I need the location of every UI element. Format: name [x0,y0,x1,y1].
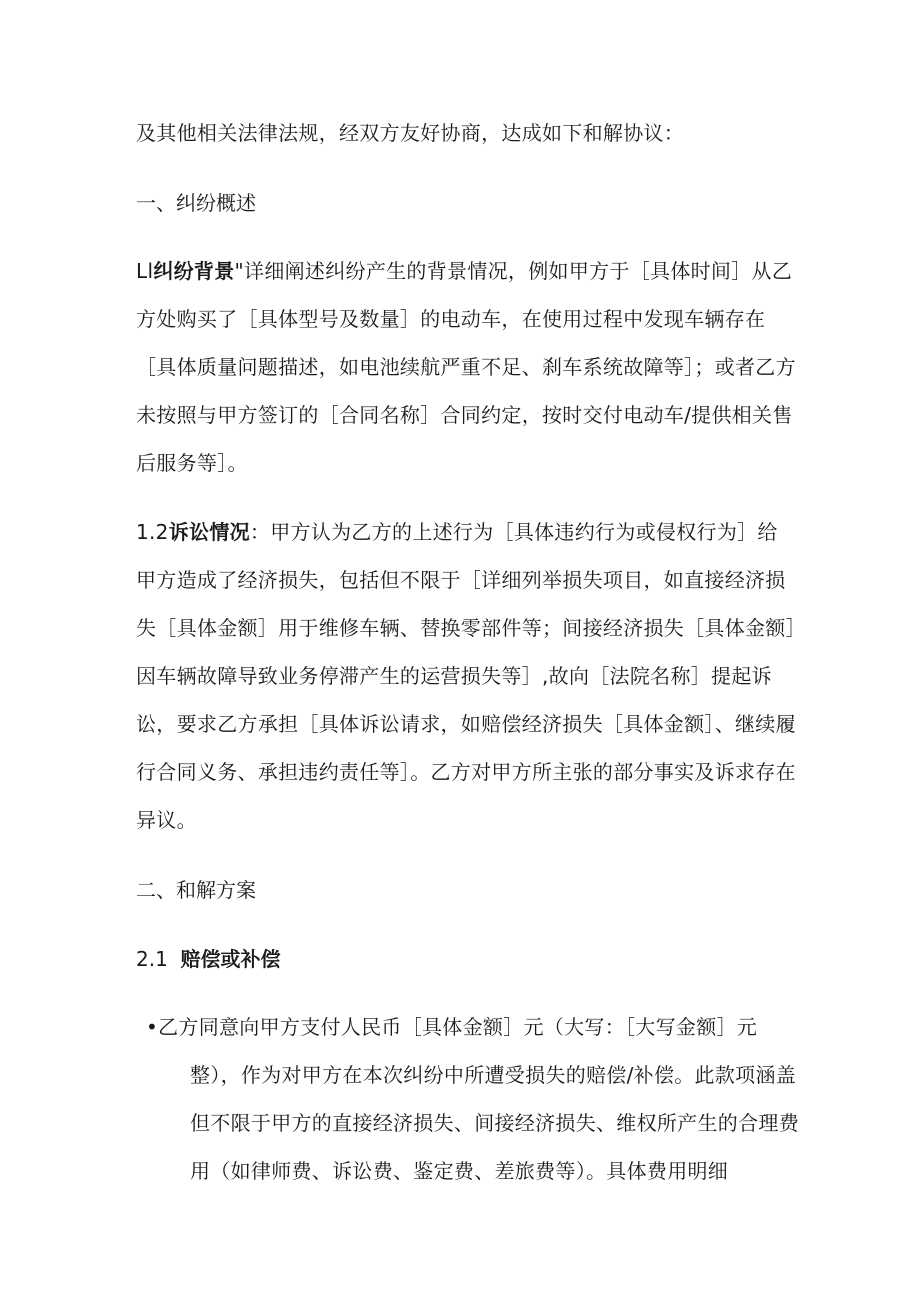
paragraph-body: ：甲方认为乙方的上述行为［具体违约行为或侵权行为］给甲方造成了经济损失，包括但不限于［详细列举损失项目，如直接经济损失［具体金额］用于维修车辆、替换零部件等；间接经济损失［具体金额］因车辆故障导致业务停滞产生的运营损失等］,故向［法院名称］提起诉讼，要求乙方承担［具体诉讼请求，如赔偿经济损失［具体金额］、继续履行合同义务、承担违约责任等］。乙方对甲方所主张的部分事实及诉求存在异议。 [136,520,796,832]
section-heading-settlement-plan: 二、和解方案 [136,878,256,902]
subsection-title: 赔偿或补偿 [180,947,281,971]
section-heading-dispute-overview: 一、纠纷概述 [136,191,256,215]
paragraph-dispute-background [136,247,796,487]
paragraph-number: 1.2 [136,520,169,544]
paragraph-label: 诉讼情况 [168,520,250,544]
bullet-first-text: 乙方同意向甲方支付人民币［具体金额］元（大写：［大写金额］元 [158,1015,758,1039]
paragraph-litigation [136,508,796,844]
paragraph-number: Ll [136,259,154,283]
bullet-marker: • [146,1015,159,1039]
subsection-heading-compensation [136,935,281,983]
intro-paragraph: 及其他相关法律法规，经双方友好协商，达成如下和解协议： [136,121,685,145]
paragraph-label: 纠纷背景 [153,259,235,283]
bullet-first-line [146,1003,800,1051]
subsection-number: 2.1 [136,947,168,971]
paragraph-body: "详细阐述纠纷产生的背景情况，例如甲方于［具体时间］从乙方处购买了［具体型号及数量］的电动车，在使用过程中发现车辆存在［具体质量问题描述，如电池续航严重不足、刹车系统故障等］；或者乙方未按照与甲方签订的［合同名称］合同约定，按时交付电动车/提供相关售后服务等］。 [136,259,796,475]
bullet-item-compensation-payment [146,1003,800,1195]
bullet-continuation: 整），作为对甲方在本次纠纷中所遭受损失的赔偿/补偿。此款项涵盖但不限于甲方的直接经济损失、间接经济损失、维权所产生的合理费用（如律师费、诉讼费、鉴定费、差旅费等）。具体费用明细 [190,1063,799,1183]
